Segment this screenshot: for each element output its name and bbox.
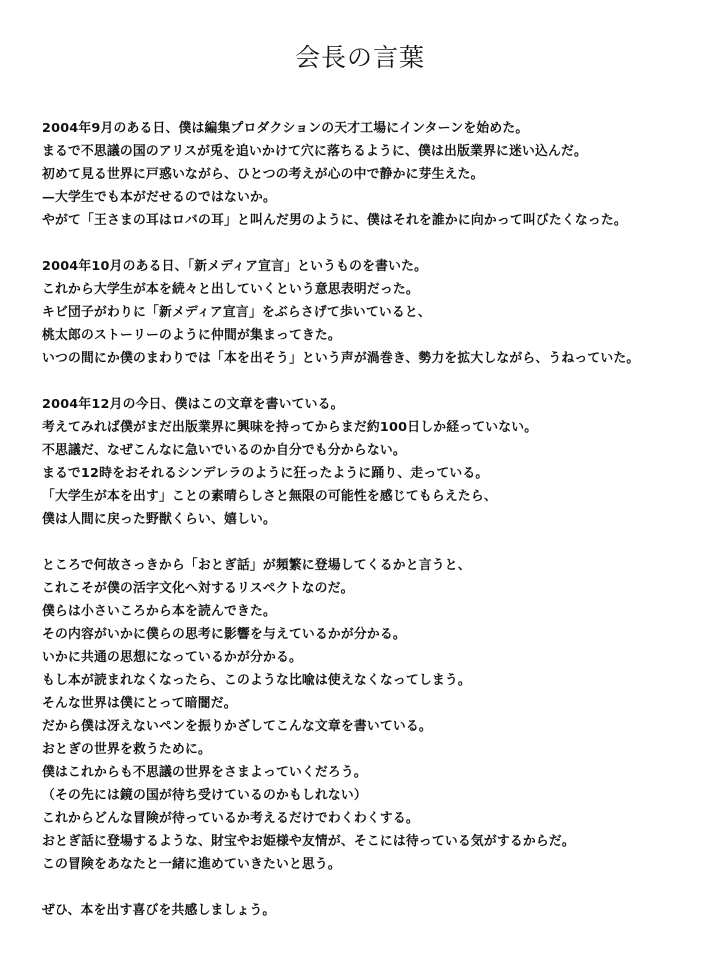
text-line: その内容がいかに僕らの思考に影響を与えているかが分かる。	[42, 627, 406, 642]
paragraph-1	[42, 117, 702, 232]
text-line: おとぎの世界を救うために。	[42, 742, 211, 757]
text-line: いつの間にか僕のまわりでは「本を出そう」という声が渦巻き、勢力を拡大しながら、うねっていた。	[42, 351, 640, 366]
text-line: 僕は人間に戻った野獣くらい、嬉しい。	[42, 512, 276, 527]
text-line: 2004年10月のある日、「新メディア宣言」というものを書いた。	[42, 259, 428, 274]
text-line: だから僕は冴えないペンを振りかざしてこんな文章を書いている。	[42, 719, 432, 734]
text-line: いかに共通の思想になっているかが分かる。	[42, 650, 302, 665]
text-line: 桃太郎のストーリーのように仲間が集まってきた。	[42, 328, 341, 343]
text-line: 僕らは小さいころから本を読んできた。	[42, 604, 276, 619]
text-line: これから大学生が本を続々と出していくという意思表明だった。	[42, 282, 419, 297]
text-line: ところで何故さっきから「おとぎ話」が頻繁に登場してくるかと言うと、	[42, 558, 471, 573]
paragraph-2	[42, 255, 702, 370]
text-line: 2004年9月のある日、僕は編集プロダクションの天才工場にインターンを始めた。	[42, 121, 529, 136]
text-line: （その先には鏡の国が待ち受けているのかもしれない）	[42, 788, 367, 803]
text-line: これこそが僕の活字文化へ対するリスペクトなのだ。	[42, 581, 354, 596]
text-line: 僕はこれからも不思議の世界をさまよっていくだろう。	[42, 765, 367, 780]
text-line: おとぎ話に登場するような、財宝やお姫様や友情が、そこには待っている気がするからだ。	[42, 834, 575, 849]
text-line: この冒険をあなたと一緒に進めていきたいと思う。	[42, 857, 341, 872]
text-line: 考えてみれば僕がまだ出版業界に興味を持ってからまだ約100日しか経っていない。	[42, 420, 538, 435]
text-line: これからどんな冒険が待っているか考えるだけでわくわくする。	[42, 811, 419, 826]
paragraph-4	[42, 554, 702, 876]
paragraph-3	[42, 393, 702, 531]
text-line: 初めて見る世界に戸惑いながら、ひとつの考えが心の中で静かに芽生えた。	[42, 167, 484, 182]
text-line: —大学生でも本がだせるのではないか。	[42, 190, 276, 205]
text-line: 2004年12月の今日、僕はこの文章を書いている。	[42, 397, 344, 412]
text-line: そんな世界は僕にとって暗闇だ。	[42, 696, 237, 711]
text-line: キビ団子がわりに「新メディア宣言」をぶらさげて歩いていると、	[42, 305, 431, 320]
text-line: やがて「王さまの耳はロバの耳」と叫んだ男のように、僕はそれを誰かに向かって叫びたくなった。	[42, 213, 627, 228]
text-line: もし本が読まれなくなったら、このような比喩は使えなくなってしまう。	[42, 673, 471, 688]
text-line: 不思議だ、なぜこんなに急いでいるのか自分でも分からない。	[42, 443, 406, 458]
text-line: 「大学生が本を出す」ことの素晴らしさと無限の可能性を感じてもらえたら、	[42, 489, 497, 504]
text-line: ぜひ、本を出す喜びを共感しましょう。	[42, 903, 276, 918]
paragraph-5	[42, 899, 702, 922]
page-title: 会長の言葉	[294, 43, 425, 72]
message-body	[42, 117, 702, 922]
text-line: まるで不思議の国のアリスが兎を追いかけて穴に落ちるように、僕は出版業界に迷い込んだ。	[42, 144, 587, 159]
text-line: まるで12時をおそれるシンデレラのように狂ったように踊り、走っている。	[42, 466, 489, 481]
